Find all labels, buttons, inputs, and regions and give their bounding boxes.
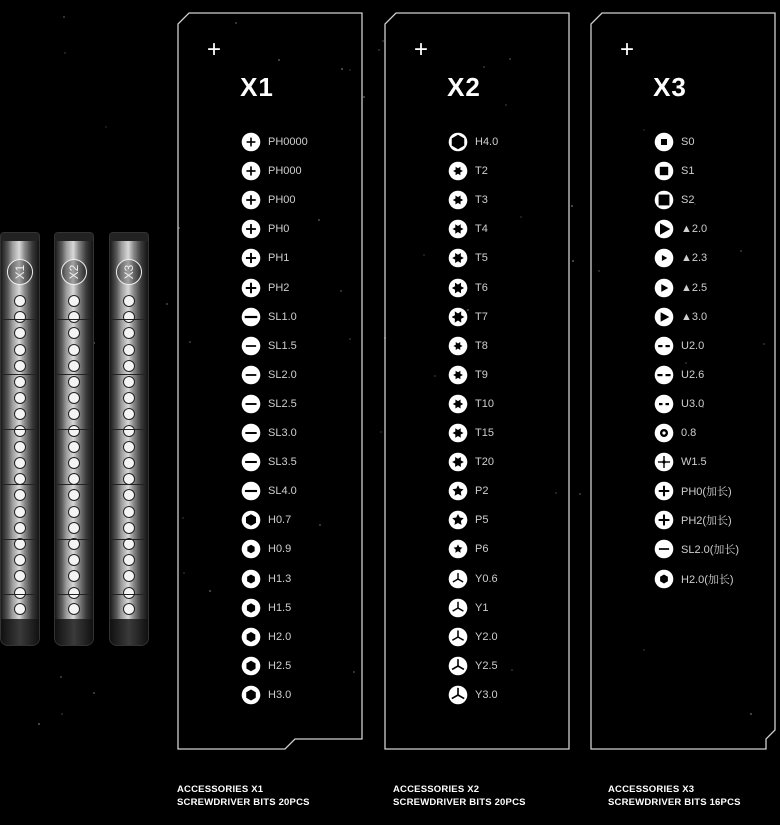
bit-label: SL2.0(加长) [681,544,740,557]
tube-segment-line [57,539,91,540]
bit-tube-x1 [0,232,40,646]
bit-item [654,189,694,211]
bit-label: T5 [475,252,488,265]
tube-bit [14,570,26,582]
torx-icon [448,452,468,472]
tube-bit [14,327,26,339]
bit-label: PH0 [268,223,290,236]
caption-line-1: ACCESSORIES X2 [393,784,480,795]
star [378,49,380,51]
tube-bit [68,506,80,518]
torx-icon [448,307,468,327]
panel-x2 [384,12,574,752]
tube-segment-line [57,429,91,430]
square-icon [654,132,674,152]
bit-label: H3.0 [268,688,292,701]
tube-bit [68,392,80,404]
bit-item [654,422,696,444]
bit-item [448,626,498,648]
w-cross-icon [654,452,674,472]
tube-bit [123,408,135,420]
tube-segment-line [57,594,91,595]
tube-bit [68,408,80,420]
tube-bit [123,311,135,323]
bit-item [448,538,488,560]
bit-item [241,160,302,182]
bit-item [654,393,704,415]
bit-label: T8 [475,339,488,352]
star [63,16,65,18]
star [105,126,107,128]
tube-bit [14,360,26,372]
tube-segment-line [112,429,146,430]
bit-label: H2.0(加长) [681,573,734,586]
tube-label-x1: X1 [7,259,33,285]
bit-label: SL1.5 [268,339,297,352]
tube-segment-line [3,594,37,595]
tube-bit [68,587,80,599]
bit-item [241,393,297,415]
bit-item [448,160,488,182]
bit-label: H4.0 [475,136,499,148]
tube-bit [68,489,80,501]
bit-label: ▲2.5 [681,281,708,294]
bit-label: H1.3 [268,572,292,585]
tube-segment-line [112,594,146,595]
tube-segment-line [112,374,146,375]
phillips-icon [654,481,674,501]
star [60,676,62,678]
torx-icon [448,190,468,210]
bit-item [448,335,488,357]
slotted-icon [241,336,261,356]
bit-label: PH2(加长) [681,515,732,528]
star [93,692,95,694]
triangle-icon [654,307,674,327]
tube-bit [68,425,80,437]
slotted-icon [241,481,261,501]
bit-item [654,247,707,269]
bit-label: T6 [475,281,488,294]
bit-item [448,422,494,444]
pentalobe-icon [448,510,468,530]
bit-label: T7 [475,310,488,323]
bit-label: U3.0 [681,397,705,410]
tri-wing-icon [448,656,468,676]
slotted-icon [241,394,261,414]
tube-bit [68,522,80,534]
bit-label: ▲2.0 [681,223,708,236]
bit-label: T2 [475,165,488,178]
bit-item [448,364,488,386]
tube-bit [123,554,135,566]
bit-item [241,538,291,560]
bit-item [654,306,707,328]
bit-item [448,218,488,240]
tube-bit [123,570,135,582]
torx-icon [448,248,468,268]
bit-label: S2 [681,194,695,207]
slotted-icon [241,307,261,327]
phillips-icon [241,132,261,152]
tube-segment-line [3,429,37,430]
bit-label: PH0000 [268,136,308,148]
tube-segment-line [3,374,37,375]
torx-icon [448,394,468,414]
torx-icon [448,278,468,298]
tube-bit [123,295,135,307]
torx-icon [448,365,468,385]
plus-icon: + [620,36,635,63]
tube-segment-line [3,539,37,540]
star [166,303,168,305]
bit-label: H0.7 [268,514,292,527]
tube-bit [14,522,26,534]
bit-item [448,684,498,706]
panel-x1 [177,12,367,752]
bit-label: H0.9 [268,543,292,556]
panel-title: X2 [447,72,481,102]
bit-item [241,626,291,648]
tube-bit [123,603,135,615]
bit-label: SL1.0 [268,310,297,323]
tube-bit [14,425,26,437]
bit-item [654,277,707,299]
bit-item [241,306,297,328]
tube-segment-line [3,484,37,485]
bit-label: S0 [681,136,695,148]
triangle-icon [654,278,674,298]
tube-bit [14,376,26,388]
bit-item [654,131,694,153]
bit-item [654,480,732,502]
bit-label: W1.5 [681,456,707,469]
tri-wing-icon [448,627,468,647]
bit-item [654,364,704,386]
slotted-icon [241,452,261,472]
torx-icon [448,161,468,181]
caption-line-2: SCREWDRIVER BITS 16PCS [608,797,741,808]
bit-item [448,568,498,590]
star [61,713,63,715]
bit-item [448,393,494,415]
bit-label: P6 [475,543,489,556]
bit-item [241,335,297,357]
bit-label: Y1 [475,601,489,614]
bit-item [448,509,488,531]
plus-icon: + [207,36,222,63]
bit-item [448,597,488,619]
bit-item [241,218,289,240]
bit-item [448,277,488,299]
tube-bit [123,344,135,356]
bit-label: T15 [475,427,494,439]
tube-bit [14,603,26,615]
bit-item [241,684,291,706]
hex-large-icon [448,132,468,152]
bit-item [448,306,488,328]
hex-icon [654,569,674,589]
tube-bit [14,392,26,404]
tube-bit [123,457,135,469]
bit-label: U2.6 [681,368,705,381]
bit-label: SL3.0 [268,427,297,439]
tube-bit [68,570,80,582]
torx-icon [448,219,468,239]
phillips-icon [654,510,674,530]
bit-label: 0.8 [681,427,697,439]
caption-line-1: ACCESSORIES X3 [608,784,695,795]
star [380,431,382,433]
bit-item [448,480,488,502]
slotted-icon [241,423,261,443]
bit-label: ▲2.3 [681,252,708,265]
bit-item [241,131,308,153]
u-shape-icon [654,394,674,414]
bit-item [448,247,488,269]
bit-item [448,189,488,211]
tube-bit [123,506,135,518]
caption-x1 [177,783,310,809]
star [64,52,66,54]
bit-item [448,131,498,153]
bit-item [654,538,739,560]
hex-icon [241,627,261,647]
tube-segment-line [57,484,91,485]
bit-item [241,568,291,590]
tri-wing-icon [448,569,468,589]
tube-bit [68,441,80,453]
phillips-icon [241,190,261,210]
u-shape-icon [654,365,674,385]
tube-bit [123,587,135,599]
bit-item [241,509,291,531]
tube-bit [68,295,80,307]
caption-x3 [608,783,741,809]
tube-bit [14,554,26,566]
bit-label: ▲3.0 [681,310,708,323]
bit-item [241,422,297,444]
tube-bit [68,327,80,339]
bit-label: P5 [475,514,489,527]
bit-label: Y2.0 [475,630,498,643]
bit-label: S1 [681,165,695,178]
tube-bit [123,425,135,437]
tube-segment-line [112,484,146,485]
tube-segment-line [112,319,146,320]
caption-line-1: ACCESSORIES X1 [177,784,264,795]
hex-icon [241,685,261,705]
bit-label: PH2 [268,281,290,294]
bit-label: H1.5 [268,601,292,614]
bit-item [654,568,734,590]
tube-bit [14,344,26,356]
bit-label: PH000 [268,165,302,178]
bit-label: SL2.0 [268,368,297,381]
bit-label: U2.0 [681,339,705,352]
tri-wing-icon [448,685,468,705]
bit-label: Y2.5 [475,659,498,672]
torx-icon [448,336,468,356]
slotted-icon [241,365,261,385]
pentalobe-icon [448,539,468,559]
tube-bit [123,489,135,501]
tube-bit [123,441,135,453]
tube-bit [123,522,135,534]
bit-item [448,655,498,677]
panel-title: X1 [240,72,274,102]
bit-item [654,335,704,357]
tube-bit [68,457,80,469]
square-icon [654,161,674,181]
hex-icon [241,510,261,530]
bit-item [241,277,289,299]
bit-item [241,597,291,619]
tube-segment-line [57,374,91,375]
bit-label: T9 [475,368,488,381]
tube-label-x2: X2 [61,259,87,285]
tube-bit [14,295,26,307]
tube-segment-line [57,319,91,320]
phillips-icon [241,219,261,239]
tube-bit [68,311,80,323]
bit-label: H2.5 [268,659,292,672]
tube-bit [123,360,135,372]
tube-bit [14,311,26,323]
tri-wing-icon [448,598,468,618]
bit-tubes-illustration [0,232,150,644]
tube-bit [68,603,80,615]
bit-label: Y3.0 [475,688,498,701]
bit-item [654,509,732,531]
plus-icon: + [414,36,429,63]
bit-item [241,364,297,386]
bit-label: Y0.6 [475,572,498,585]
bit-item [654,160,694,182]
tube-label-x3: X3 [116,259,142,285]
triangle-icon [654,219,674,239]
bit-tube-x2 [54,232,94,646]
tube-bit [14,457,26,469]
bit-label: PH00 [268,194,296,207]
tube-segment-line [3,319,37,320]
tube-bit [123,392,135,404]
tube-bit [68,344,80,356]
ring-icon [654,423,674,443]
bit-item [241,451,297,473]
bit-item [241,655,291,677]
bit-label: SL3.5 [268,456,297,469]
tube-bit [123,327,135,339]
hex-icon [241,598,261,618]
pentalobe-icon [448,481,468,501]
tube-bit [14,506,26,518]
tube-bit [14,587,26,599]
bit-item [241,480,297,502]
bit-label: PH1 [268,252,290,265]
tube-bit [123,376,135,388]
bit-label: P2 [475,485,489,498]
bit-label: PH0(加长) [681,486,732,499]
bit-label: H2.0 [268,630,292,643]
tube-bit [14,408,26,420]
tube-bit [14,489,26,501]
phillips-icon [241,278,261,298]
caption-line-2: SCREWDRIVER BITS 20PCS [177,797,310,808]
bit-item [241,189,296,211]
panel-x3 [590,12,780,752]
tube-bit [14,441,26,453]
phillips-icon [241,161,261,181]
caption-line-2: SCREWDRIVER BITS 20PCS [393,797,526,808]
bit-item [654,451,707,473]
bit-item [448,451,494,473]
bit-tube-x3 [109,232,149,646]
star [579,493,581,495]
slotted-icon [654,539,674,559]
tube-bit [68,376,80,388]
phillips-icon [241,248,261,268]
bit-label: T20 [475,456,494,469]
bit-label: SL4.0 [268,485,297,498]
square-icon [654,190,674,210]
hex-icon [241,656,261,676]
bit-label: T10 [475,397,494,410]
bit-label: T3 [475,194,488,207]
u-shape-icon [654,336,674,356]
tube-bit [68,360,80,372]
hex-icon [241,539,261,559]
star [38,723,40,725]
panel-title: X3 [653,72,687,102]
tube-segment-line [112,539,146,540]
triangle-icon [654,248,674,268]
tube-bit [68,554,80,566]
caption-x2 [393,783,526,809]
hex-icon [241,569,261,589]
torx-icon [448,423,468,443]
bit-item [241,247,289,269]
bit-label: T4 [475,223,488,236]
bit-item [654,218,707,240]
bit-label: SL2.5 [268,397,297,410]
